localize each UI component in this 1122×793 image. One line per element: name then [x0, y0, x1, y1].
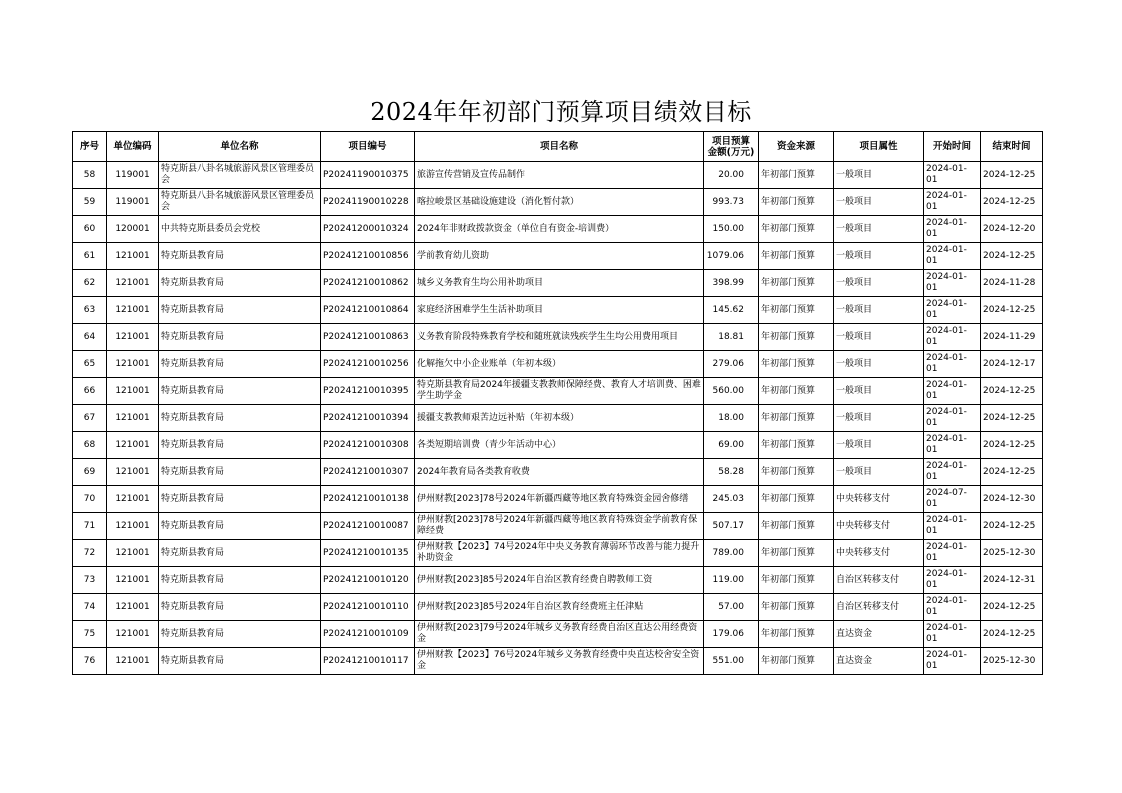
table-body [73, 162, 1043, 675]
cell-project-code: P20241200010324 [321, 216, 415, 243]
cell-seq: 65 [73, 351, 107, 378]
cell-project-code: P20241210010394 [321, 405, 415, 432]
cell-fund-source: 年初部门预算 [759, 351, 834, 378]
cell-amount: 69.00 [704, 432, 759, 459]
cell-start: 2024-01-01 [924, 621, 981, 648]
cell-amount: 1079.06 [704, 243, 759, 270]
cell-start: 2024-01-01 [924, 297, 981, 324]
cell-project-code: P20241210010138 [321, 486, 415, 513]
cell-amount: 993.73 [704, 189, 759, 216]
cell-project-code: P20241210010120 [321, 567, 415, 594]
cell-unit-code: 121001 [107, 621, 159, 648]
cell-amount: 57.00 [704, 594, 759, 621]
cell-seq: 68 [73, 432, 107, 459]
cell-start: 2024-01-01 [924, 513, 981, 540]
cell-project-code: P20241210010135 [321, 540, 415, 567]
cell-seq: 67 [73, 405, 107, 432]
cell-amount: 398.99 [704, 270, 759, 297]
cell-attribute: 一般项目 [834, 297, 924, 324]
cell-unit-code: 121001 [107, 351, 159, 378]
cell-project-name: 伊州财教[2023]79号2024年城乡义务教育经费自治区直达公用经费资金 [415, 621, 704, 648]
cell-amount: 119.00 [704, 567, 759, 594]
header-seq: 序号 [73, 132, 107, 162]
budget-table [72, 131, 1043, 675]
cell-project-code: P20241210010864 [321, 297, 415, 324]
cell-seq: 71 [73, 513, 107, 540]
cell-unit-code: 119001 [107, 189, 159, 216]
table-row [73, 189, 1043, 216]
cell-amount: 245.03 [704, 486, 759, 513]
cell-unit-name: 特克斯县教育局 [159, 324, 321, 351]
cell-start: 2024-01-01 [924, 270, 981, 297]
cell-start: 2024-01-01 [924, 540, 981, 567]
cell-attribute: 自治区转移支付 [834, 567, 924, 594]
cell-project-name: 特克斯县教育局2024年援疆支教教师保障经费、教育人才培训费、困难学生助学金 [415, 378, 704, 405]
cell-start: 2024-01-01 [924, 324, 981, 351]
cell-unit-name: 特克斯县教育局 [159, 243, 321, 270]
cell-attribute: 中央转移支付 [834, 486, 924, 513]
cell-unit-code: 121001 [107, 567, 159, 594]
cell-start: 2024-01-01 [924, 189, 981, 216]
cell-project-name: 伊州财教【2023】76号2024年城乡义务教育经费中央直达校舍安全资金 [415, 648, 704, 675]
cell-unit-name: 中共特克斯县委员会党校 [159, 216, 321, 243]
cell-seq: 60 [73, 216, 107, 243]
cell-seq: 61 [73, 243, 107, 270]
header-amount-line1: 项目预算 [711, 135, 750, 147]
cell-attribute: 中央转移支付 [834, 540, 924, 567]
cell-fund-source: 年初部门预算 [759, 162, 834, 189]
cell-unit-name: 特克斯县教育局 [159, 378, 321, 405]
cell-unit-name: 特克斯县教育局 [159, 621, 321, 648]
cell-project-name: 伊州财教[2023]78号2024年新疆西藏等地区教育特殊资金园舍修缮 [415, 486, 704, 513]
cell-end: 2024-12-25 [981, 243, 1043, 270]
header-project-code: 项目编号 [321, 132, 415, 162]
cell-unit-name: 特克斯县教育局 [159, 486, 321, 513]
cell-start: 2024-07-01 [924, 486, 981, 513]
header-end: 结束时间 [981, 132, 1043, 162]
cell-attribute: 一般项目 [834, 216, 924, 243]
cell-fund-source: 年初部门预算 [759, 513, 834, 540]
cell-attribute: 一般项目 [834, 459, 924, 486]
cell-attribute: 一般项目 [834, 405, 924, 432]
table-row [73, 162, 1043, 189]
cell-seq: 66 [73, 378, 107, 405]
cell-end: 2025-12-30 [981, 648, 1043, 675]
cell-seq: 64 [73, 324, 107, 351]
table-row [73, 351, 1043, 378]
cell-fund-source: 年初部门预算 [759, 405, 834, 432]
cell-amount: 18.00 [704, 405, 759, 432]
cell-unit-name: 特克斯县教育局 [159, 405, 321, 432]
cell-project-code: P20241210010307 [321, 459, 415, 486]
table-row [73, 567, 1043, 594]
table-row [73, 648, 1043, 675]
cell-project-code: P20241210010087 [321, 513, 415, 540]
header-fund-source: 资金来源 [759, 132, 834, 162]
cell-end: 2024-11-29 [981, 324, 1043, 351]
cell-end: 2024-12-31 [981, 567, 1043, 594]
cell-end: 2024-12-25 [981, 162, 1043, 189]
cell-amount: 560.00 [704, 378, 759, 405]
cell-project-name: 2024年非财政拨款资金（单位自有资金-培训费） [415, 216, 704, 243]
cell-attribute: 一般项目 [834, 189, 924, 216]
header-unit-name: 单位名称 [159, 132, 321, 162]
cell-start: 2024-01-01 [924, 243, 981, 270]
cell-project-name: 喀拉峻景区基础设施建设（消化暂付款） [415, 189, 704, 216]
cell-amount: 789.00 [704, 540, 759, 567]
cell-fund-source: 年初部门预算 [759, 216, 834, 243]
cell-unit-code: 121001 [107, 486, 159, 513]
cell-unit-code: 121001 [107, 540, 159, 567]
cell-start: 2024-01-01 [924, 216, 981, 243]
table-row [73, 378, 1043, 405]
cell-seq: 62 [73, 270, 107, 297]
table-row [73, 216, 1043, 243]
cell-attribute: 一般项目 [834, 243, 924, 270]
cell-fund-source: 年初部门预算 [759, 594, 834, 621]
cell-attribute: 一般项目 [834, 324, 924, 351]
cell-end: 2024-12-25 [981, 594, 1043, 621]
cell-amount: 145.62 [704, 297, 759, 324]
cell-project-code: P20241210010863 [321, 324, 415, 351]
cell-unit-code: 119001 [107, 162, 159, 189]
cell-project-name: 旅游宣传营销及宣传品制作 [415, 162, 704, 189]
cell-seq: 69 [73, 459, 107, 486]
cell-seq: 72 [73, 540, 107, 567]
cell-fund-source: 年初部门预算 [759, 621, 834, 648]
cell-unit-name: 特克斯县教育局 [159, 567, 321, 594]
cell-seq: 59 [73, 189, 107, 216]
table-row [73, 486, 1043, 513]
cell-project-name: 伊州财教[2023]85号2024年自治区教育经费班主任津贴 [415, 594, 704, 621]
cell-seq: 58 [73, 162, 107, 189]
page-title: 2024年年初部门预算项目绩效目标 [370, 98, 752, 126]
cell-unit-name: 特克斯县教育局 [159, 351, 321, 378]
table-row [73, 243, 1043, 270]
cell-amount: 18.81 [704, 324, 759, 351]
table-row [73, 324, 1043, 351]
cell-start: 2024-01-01 [924, 432, 981, 459]
cell-end: 2024-12-25 [981, 621, 1043, 648]
cell-unit-name: 特克斯县教育局 [159, 594, 321, 621]
cell-fund-source: 年初部门预算 [759, 459, 834, 486]
cell-project-name: 伊州财教[2023]78号2024年新疆西藏等地区教育特殊资金学前教育保障经费 [415, 513, 704, 540]
cell-amount: 58.28 [704, 459, 759, 486]
header-start: 开始时间 [924, 132, 981, 162]
cell-end: 2024-12-25 [981, 513, 1043, 540]
cell-unit-name: 特克斯县八卦名城旅游风景区管理委员会 [159, 162, 321, 189]
cell-start: 2024-01-01 [924, 459, 981, 486]
cell-end: 2024-12-17 [981, 351, 1043, 378]
cell-end: 2024-12-25 [981, 189, 1043, 216]
table-row [73, 594, 1043, 621]
cell-unit-name: 特克斯县八卦名城旅游风景区管理委员会 [159, 189, 321, 216]
header-amount-line2: 金额(万元) [707, 146, 755, 158]
cell-seq: 76 [73, 648, 107, 675]
cell-end: 2024-12-25 [981, 405, 1043, 432]
cell-unit-code: 121001 [107, 243, 159, 270]
cell-project-code: P20241210010109 [321, 621, 415, 648]
cell-project-code: P20241210010308 [321, 432, 415, 459]
cell-unit-name: 特克斯县教育局 [159, 540, 321, 567]
table-row [73, 459, 1043, 486]
table-row [73, 513, 1043, 540]
cell-fund-source: 年初部门预算 [759, 378, 834, 405]
cell-amount: 20.00 [704, 162, 759, 189]
cell-amount: 551.00 [704, 648, 759, 675]
cell-fund-source: 年初部门预算 [759, 189, 834, 216]
cell-attribute: 一般项目 [834, 162, 924, 189]
cell-amount: 179.06 [704, 621, 759, 648]
cell-project-name: 伊州财教【2023】74号2024年中央义务教育薄弱环节改善与能力提升补助资金 [415, 540, 704, 567]
header-project-name: 项目名称 [415, 132, 704, 162]
cell-project-code: P20241210010862 [321, 270, 415, 297]
cell-seq: 70 [73, 486, 107, 513]
cell-unit-name: 特克斯县教育局 [159, 648, 321, 675]
cell-unit-code: 121001 [107, 297, 159, 324]
cell-start: 2024-01-01 [924, 162, 981, 189]
cell-project-name: 义务教育阶段特殊教育学校和随班就读残疾学生生均公用费用项目 [415, 324, 704, 351]
cell-attribute: 中央转移支付 [834, 513, 924, 540]
cell-unit-name: 特克斯县教育局 [159, 270, 321, 297]
table-row [73, 621, 1043, 648]
cell-end: 2024-11-28 [981, 270, 1043, 297]
cell-seq: 63 [73, 297, 107, 324]
cell-end: 2024-12-25 [981, 432, 1043, 459]
cell-fund-source: 年初部门预算 [759, 540, 834, 567]
cell-fund-source: 年初部门预算 [759, 243, 834, 270]
table-row [73, 405, 1043, 432]
cell-attribute: 直达资金 [834, 621, 924, 648]
cell-attribute: 自治区转移支付 [834, 594, 924, 621]
cell-project-code: P20241210010395 [321, 378, 415, 405]
cell-project-name: 学前教育幼儿资助 [415, 243, 704, 270]
cell-attribute: 一般项目 [834, 432, 924, 459]
table-row [73, 540, 1043, 567]
cell-unit-code: 121001 [107, 459, 159, 486]
cell-project-name: 城乡义务教育生均公用补助项目 [415, 270, 704, 297]
cell-unit-code: 121001 [107, 648, 159, 675]
table-row [73, 297, 1043, 324]
cell-start: 2024-01-01 [924, 405, 981, 432]
cell-fund-source: 年初部门预算 [759, 486, 834, 513]
cell-end: 2024-12-20 [981, 216, 1043, 243]
cell-start: 2024-01-01 [924, 351, 981, 378]
cell-project-code: P20241210010256 [321, 351, 415, 378]
cell-unit-code: 121001 [107, 270, 159, 297]
cell-start: 2024-01-01 [924, 567, 981, 594]
cell-project-code: P20241210010110 [321, 594, 415, 621]
cell-unit-code: 121001 [107, 378, 159, 405]
cell-fund-source: 年初部门预算 [759, 324, 834, 351]
cell-fund-source: 年初部门预算 [759, 567, 834, 594]
cell-project-name: 伊州财教[2023]85号2024年自治区教育经费自聘教师工资 [415, 567, 704, 594]
cell-project-code: P20241190010375 [321, 162, 415, 189]
cell-unit-code: 121001 [107, 513, 159, 540]
header-amount [704, 132, 759, 162]
header-row [73, 132, 1043, 162]
header-attribute: 项目属性 [834, 132, 924, 162]
table-row [73, 432, 1043, 459]
cell-attribute: 一般项目 [834, 351, 924, 378]
cell-start: 2024-01-01 [924, 648, 981, 675]
header-unit-code: 单位编码 [107, 132, 159, 162]
cell-unit-code: 121001 [107, 405, 159, 432]
cell-end: 2024-12-25 [981, 297, 1043, 324]
cell-project-name: 各类短期培训费（青少年活动中心） [415, 432, 704, 459]
cell-attribute: 一般项目 [834, 378, 924, 405]
cell-unit-code: 121001 [107, 594, 159, 621]
cell-project-name: 家庭经济困难学生生活补助项目 [415, 297, 704, 324]
cell-unit-code: 121001 [107, 324, 159, 351]
cell-project-name: 2024年教育局各类教育收费 [415, 459, 704, 486]
cell-unit-code: 120001 [107, 216, 159, 243]
cell-project-name: 援疆支教教师艰苦边远补贴（年初本级） [415, 405, 704, 432]
cell-unit-name: 特克斯县教育局 [159, 513, 321, 540]
cell-project-code: P20241210010856 [321, 243, 415, 270]
cell-start: 2024-01-01 [924, 378, 981, 405]
cell-end: 2024-12-25 [981, 459, 1043, 486]
cell-unit-name: 特克斯县教育局 [159, 432, 321, 459]
cell-unit-name: 特克斯县教育局 [159, 459, 321, 486]
cell-end: 2024-12-30 [981, 486, 1043, 513]
cell-fund-source: 年初部门预算 [759, 648, 834, 675]
cell-project-code: P20241190010228 [321, 189, 415, 216]
cell-attribute: 直达资金 [834, 648, 924, 675]
cell-end: 2024-12-25 [981, 378, 1043, 405]
cell-unit-name: 特克斯县教育局 [159, 297, 321, 324]
cell-unit-code: 121001 [107, 432, 159, 459]
cell-project-name: 化解拖欠中小企业账单（年初本级） [415, 351, 704, 378]
cell-seq: 73 [73, 567, 107, 594]
cell-fund-source: 年初部门预算 [759, 270, 834, 297]
cell-fund-source: 年初部门预算 [759, 297, 834, 324]
cell-amount: 279.06 [704, 351, 759, 378]
cell-seq: 75 [73, 621, 107, 648]
cell-start: 2024-01-01 [924, 594, 981, 621]
table-row [73, 270, 1043, 297]
cell-amount: 150.00 [704, 216, 759, 243]
cell-end: 2025-12-30 [981, 540, 1043, 567]
cell-fund-source: 年初部门预算 [759, 432, 834, 459]
cell-project-code: P20241210010117 [321, 648, 415, 675]
cell-attribute: 一般项目 [834, 270, 924, 297]
cell-amount: 507.17 [704, 513, 759, 540]
cell-seq: 74 [73, 594, 107, 621]
